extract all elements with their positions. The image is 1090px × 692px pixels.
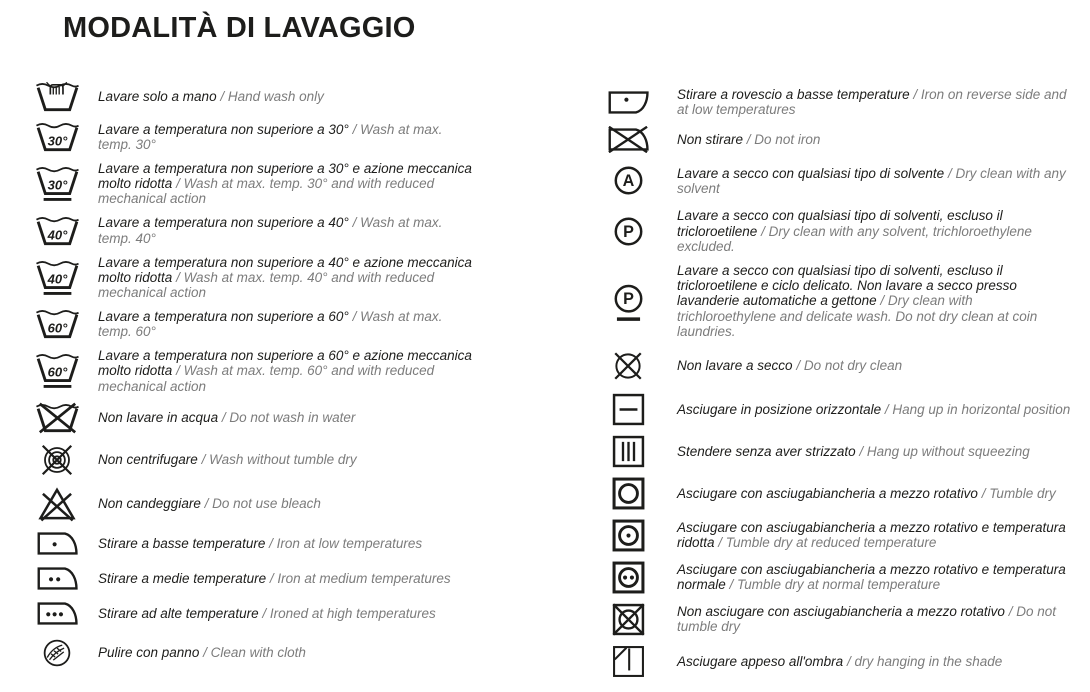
care-row <box>603 477 1090 510</box>
care-row <box>33 530 603 557</box>
label-italian: Pulire con panno <box>98 645 200 661</box>
label-english: / Tumble dry at reduced temperature <box>718 535 937 551</box>
label-italian: Non asciugare con asciugabiancheria a mezzo rotativo <box>677 604 1005 620</box>
dry-flat-icon <box>603 393 653 426</box>
label-italian: Lavare a temperatura non superiore a 40° e azione meccanica molto ridotta <box>98 254 472 285</box>
dryclean-p-delicate-icon <box>603 280 653 322</box>
tumble-dry-icon <box>603 477 653 510</box>
care-label <box>98 536 478 551</box>
care-row <box>603 519 1090 552</box>
label-italian: Lavare a temperatura non superiore a 30° e azione meccanica molto ridotta <box>98 160 472 192</box>
tumble-dry-normal-icon <box>603 561 653 594</box>
column-right <box>603 81 1090 687</box>
label-italian: Lavare a secco con qualsiasi tipo di solvente <box>677 165 945 181</box>
care-row <box>603 603 1090 636</box>
label-english: / Do not tumble dry <box>677 604 1056 635</box>
care-row <box>33 215 603 247</box>
care-label <box>98 410 478 425</box>
label-italian: Asciugare con asciugabiancheria a mezzo rotativo <box>677 485 978 501</box>
care-row <box>603 348 1090 384</box>
page-title: MODALITÀ DI LAVAGGIO <box>63 12 416 44</box>
svg-text:40°: 40° <box>47 226 67 242</box>
tumble-dry-low-icon <box>603 519 653 552</box>
care-label <box>98 161 478 207</box>
label-italian: Stirare ad alte temperature <box>98 605 259 621</box>
wash-60-reduced-icon <box>33 352 81 389</box>
care-label <box>98 348 478 394</box>
care-label <box>677 402 1075 417</box>
label-english: / Dry clean with any solvent <box>677 165 1066 196</box>
drip-dry-icon <box>603 435 653 468</box>
svg-text:30°: 30° <box>47 133 67 149</box>
no-bleach-icon <box>33 486 81 522</box>
no-iron-icon <box>603 126 653 153</box>
care-label <box>98 122 478 152</box>
hand-wash-tub-icon <box>33 81 81 113</box>
care-row <box>33 486 603 522</box>
label-italian: Stirare a medie temperature <box>98 570 267 586</box>
care-label <box>677 132 1075 147</box>
care-label <box>98 309 478 339</box>
column-left <box>33 81 603 687</box>
care-row <box>33 255 603 301</box>
label-italian: Lavare solo a mano <box>98 89 217 105</box>
care-row <box>33 635 603 671</box>
no-wash-icon <box>33 402 81 434</box>
label-english: / Wash at max. temp. 40° <box>98 215 443 246</box>
label-italian: Non stirare <box>677 132 744 148</box>
care-row <box>603 645 1090 678</box>
care-label <box>677 604 1075 634</box>
care-row <box>603 87 1090 117</box>
care-row <box>603 263 1090 339</box>
care-label <box>98 89 478 104</box>
label-italian: Asciugare con asciugabiancheria a mezzo rotativo e temperatura normale <box>677 562 1066 593</box>
care-label <box>677 166 1075 196</box>
care-row <box>33 348 603 394</box>
label-english: / Clean with cloth <box>203 645 306 661</box>
label-italian: Lavare a secco con qualsiasi tipo di solventi, escluso il tricloroetilene e ciclo delicato. Non lavare a secco presso lavanderie automatiche a gettone <box>677 262 1017 309</box>
label-english: / Do not wash in water <box>221 410 356 426</box>
care-label <box>677 486 1075 501</box>
label-english: / Wash at max. temp. 40° and with reduced mechanical action <box>98 269 435 300</box>
label-english: / Wash at max. temp. 60° <box>98 308 443 340</box>
dry-in-shade-icon <box>603 645 653 678</box>
svg-text:P: P <box>622 289 634 308</box>
care-row <box>33 600 603 627</box>
wash-30-icon <box>33 121 81 153</box>
wash-60-icon <box>33 308 81 340</box>
label-english: / Hang up in horizontal position <box>884 401 1071 417</box>
no-tumble-dry-icon <box>603 603 653 636</box>
label-italian: Stirare a basse temperature <box>98 535 266 551</box>
care-row <box>33 81 603 113</box>
wash-40-icon <box>33 215 81 247</box>
label-english: / Tumble dry <box>981 485 1056 501</box>
care-row <box>603 126 1090 153</box>
care-label <box>677 208 1075 254</box>
label-english: / Dry clean with any solvent, trichloroethylene excluded. <box>677 223 1032 254</box>
care-row <box>603 561 1090 594</box>
label-italian: Non lavare a secco <box>677 358 793 374</box>
care-label <box>98 606 478 621</box>
care-label <box>98 571 478 586</box>
wash-30-reduced-icon <box>33 165 81 202</box>
label-english: / Ironed at high temperatures <box>262 605 436 621</box>
care-label <box>98 645 478 660</box>
care-row <box>33 565 603 592</box>
no-spin-icon <box>33 442 81 478</box>
care-row <box>603 393 1090 426</box>
label-english: / Wash at max. temp. 30° and with reduced mechanical action <box>98 176 435 207</box>
label-english: / Do not iron <box>746 132 821 148</box>
care-row <box>603 435 1090 468</box>
dryclean-any-icon <box>603 162 653 199</box>
label-english: / Do not use bleach <box>204 496 321 512</box>
care-label <box>98 255 478 301</box>
care-label <box>677 263 1075 339</box>
label-italian: Lavare a temperatura non superiore a 40° <box>98 215 349 231</box>
label-italian: Non lavare in acqua <box>98 410 219 426</box>
label-english: / Wash without tumble dry <box>201 452 357 468</box>
label-italian: Non candeggiare <box>98 496 201 512</box>
label-italian: Asciugare in posizione orizzontale <box>677 401 882 417</box>
label-italian: Lavare a temperatura non superiore a 60° <box>98 308 349 324</box>
svg-text:A: A <box>622 172 634 191</box>
care-row <box>33 308 603 340</box>
care-label <box>677 87 1075 117</box>
svg-text:30°: 30° <box>47 177 67 193</box>
label-english: / Hang up without squeezing <box>859 443 1030 459</box>
label-english: / Iron on reverse side and at low temperatures <box>677 86 1067 118</box>
care-label <box>677 562 1075 592</box>
clean-cloth-icon <box>33 635 81 671</box>
label-italian: Lavare a temperatura non superiore a 30° <box>98 121 349 137</box>
care-row <box>33 402 603 434</box>
columns-wrap <box>33 81 1090 687</box>
care-label <box>98 452 478 467</box>
iron-high-icon <box>33 600 81 627</box>
svg-text:60°: 60° <box>47 364 67 380</box>
iron-medium-icon <box>33 565 81 592</box>
label-italian: Stendere senza aver strizzato <box>677 443 856 459</box>
svg-text:60°: 60° <box>47 320 67 336</box>
svg-text:40°: 40° <box>47 271 67 287</box>
label-italian: Non centrifugare <box>98 452 198 468</box>
care-label <box>677 654 1075 669</box>
care-label <box>98 215 478 245</box>
no-dryclean-icon <box>603 348 653 384</box>
care-row <box>33 161 603 207</box>
label-english: / Tumble dry at normal temperature <box>729 577 941 593</box>
iron-reverse-icon <box>603 89 653 116</box>
label-english: / Dry clean with trichloroethylene and delicate wash. Do not dry clean at coin laundries. <box>677 293 1038 339</box>
label-english: / Iron at low temperatures <box>269 535 423 551</box>
label-english: / dry hanging in the shade <box>846 653 1003 669</box>
label-english: / Do not dry clean <box>796 358 903 374</box>
care-row <box>603 162 1090 199</box>
label-italian: Asciugare con asciugabiancheria a mezzo rotativo e temperatura ridotta <box>677 520 1066 551</box>
care-label <box>677 520 1075 550</box>
iron-low-icon <box>33 530 81 557</box>
care-row <box>33 121 603 153</box>
care-row <box>603 208 1090 254</box>
label-italian: Stirare a rovescio a basse temperature <box>677 86 910 102</box>
care-row <box>33 442 603 478</box>
care-label <box>98 496 478 511</box>
label-italian: Lavare a secco con qualsiasi tipo di solventi, escluso il tricloroetilene <box>677 208 1003 239</box>
dryclean-p-icon <box>603 213 653 250</box>
care-label <box>677 444 1075 459</box>
label-italian: Lavare a temperatura non superiore a 60° e azione meccanica molto ridotta <box>98 348 472 379</box>
label-english: / Iron at medium temperatures <box>269 570 451 586</box>
care-label <box>677 358 1075 373</box>
label-english: / Hand wash only <box>220 89 324 105</box>
label-italian: Asciugare appeso all'ombra <box>677 653 844 669</box>
label-english: / Wash at max. temp. 60° and with reduced mechanical action <box>98 363 435 394</box>
svg-text:P: P <box>622 222 634 241</box>
wash-40-reduced-icon <box>33 259 81 296</box>
label-english: / Wash at max. temp. 30° <box>98 121 443 152</box>
